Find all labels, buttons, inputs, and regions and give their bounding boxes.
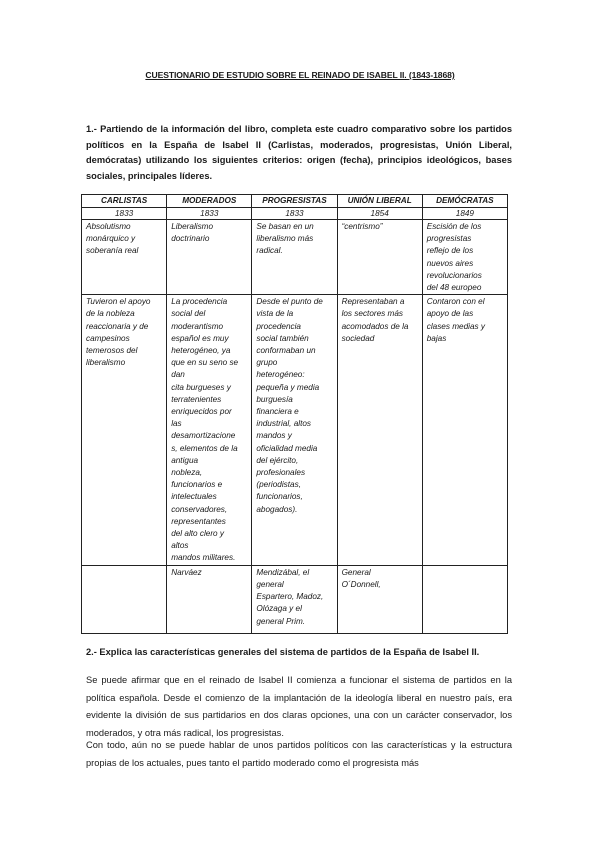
cell-text-line: social también bbox=[256, 333, 309, 343]
cell-text-line: Liberalismo bbox=[171, 222, 214, 231]
ideology-cell bbox=[252, 220, 337, 295]
cell-text-line: desamortizacione bbox=[171, 431, 236, 441]
cell-text-line: Desde el punto de bbox=[256, 297, 323, 307]
cell-text-line: español es muy bbox=[171, 333, 229, 343]
cell-text-line: reaccionaria y de bbox=[86, 321, 149, 331]
cell-text-line: funcionarios e bbox=[171, 480, 223, 490]
cell-text-line: burguesía bbox=[256, 394, 293, 404]
year-cell: 1833 bbox=[82, 208, 167, 220]
answer-paragraph: Se puede afirmar que en el reinado de Isabel II comienza a funcionar el sistema de partidos en la política española. Desde el comienzo de la implantación de la ideología liberal en nuestro país, era evidente la división de sus partidarios en dos claras opciones, una con un carácter conservador, los moderados, y otra más radical, los progresistas. bbox=[86, 675, 512, 738]
social-cell bbox=[82, 295, 167, 565]
cell-text-line: La procedencia bbox=[171, 297, 228, 307]
year-cell: 1849 bbox=[422, 208, 507, 220]
header-row bbox=[82, 195, 508, 208]
cell-text-line: progresistas bbox=[426, 234, 472, 244]
cell-text-line: s, elementos de la bbox=[171, 443, 238, 453]
cell-text-line: mandos militares. bbox=[171, 553, 236, 563]
cell-text-line: que en su seno se bbox=[171, 358, 239, 368]
header-carlistas: CARLISTAS bbox=[82, 195, 167, 208]
cell-text-line: dan bbox=[171, 370, 185, 380]
cell-text-line: altos bbox=[171, 541, 189, 551]
cell-text-line: General bbox=[341, 567, 371, 577]
cell-text-line: representantes bbox=[171, 516, 226, 526]
year-cell: 1833 bbox=[167, 208, 252, 220]
cell-text-line: doctrinario bbox=[171, 234, 210, 244]
cell-text-line: “centrismo” bbox=[341, 222, 383, 231]
cell-text-line: grupo bbox=[256, 358, 278, 368]
cell-text-line: oficialidad media bbox=[256, 443, 318, 453]
cell-text-line: intelectuales bbox=[171, 492, 217, 502]
header-union-liberal: UNIÓN LIBERAL bbox=[337, 195, 422, 208]
ideology-cell bbox=[422, 220, 507, 295]
year-cell: 1854 bbox=[337, 208, 422, 220]
cell-text-line: Mendizábal, el bbox=[256, 567, 310, 577]
cell-text-line: conformaban un bbox=[256, 346, 316, 356]
cell-text-line: general Prim. bbox=[256, 616, 306, 626]
leaders-cell bbox=[252, 565, 337, 633]
cell-text-line: liberalismo más bbox=[256, 234, 314, 244]
cell-text-line: bajas bbox=[426, 333, 447, 343]
cell-text-line: Narváez bbox=[171, 567, 202, 577]
comparison-table bbox=[81, 194, 508, 634]
cell-text-line: soberanía real bbox=[86, 246, 139, 256]
ideology-cell bbox=[337, 220, 422, 295]
leaders-cell bbox=[337, 565, 422, 633]
cell-text-line: Olózaga y el bbox=[256, 604, 302, 614]
question-2: 2.- Explica las características generales del sistema de partidos de la España de Isabel II. bbox=[86, 647, 480, 657]
header-progresistas: PROGRESISTAS bbox=[252, 195, 337, 208]
cell-text-line: acomodados de la bbox=[341, 321, 409, 331]
cell-text-line: industrial, altos bbox=[256, 419, 311, 429]
cell-text-line: vista de la bbox=[256, 309, 294, 319]
social-cell bbox=[167, 295, 252, 565]
cell-text-line: temerosos del bbox=[86, 346, 138, 356]
cell-text-line: financiera e bbox=[256, 407, 299, 417]
year-row bbox=[82, 208, 508, 220]
cell-text-line: conservadores, bbox=[171, 504, 228, 514]
cell-text-line: de la nobleza bbox=[86, 309, 135, 319]
ideology-cell bbox=[167, 220, 252, 295]
answer-paragraph: Con todo, aún no se puede hablar de unos partidos políticos con las características y la estructura propias de los actuales, pues tanto el partido moderado como el progresista más bbox=[86, 740, 512, 768]
header-democratas: DEMÓCRATAS bbox=[422, 195, 507, 208]
cell-text-line: Se basan en un bbox=[256, 222, 314, 231]
cell-text-line: revolucionarios bbox=[426, 270, 482, 280]
cell-text-line: antigua bbox=[171, 455, 199, 465]
cell-text-line: liberalismo bbox=[86, 358, 126, 368]
cell-text-line: funcionarios, bbox=[256, 492, 303, 502]
cell-text-line: monárquico y bbox=[86, 234, 136, 244]
question-1: 1.- Partiendo de la información del libro, completa este cuadro comparativo sobre los partidos políticos en la España de Isabel II (Carlistas, moderados, progresistas, Unión Liberal, demócratas) utilizando los siguientes criterios: origen (fecha), principios ideológicos, bases sociales, principales líderes. bbox=[86, 124, 512, 181]
cell-text-line: los sectores más bbox=[341, 309, 403, 319]
header-moderados: MODERADOS bbox=[167, 195, 252, 208]
cell-text-line: Tuvieron el apoyo bbox=[86, 297, 151, 307]
cell-text-line: apoyo de las bbox=[426, 309, 474, 319]
ideology-cell bbox=[82, 220, 167, 295]
cell-text-line: enriquecidos por bbox=[171, 407, 232, 417]
cell-text-line: (periodistas, bbox=[256, 480, 301, 490]
cell-text-line: general bbox=[256, 579, 284, 589]
leaders-cell bbox=[167, 565, 252, 633]
cell-text-line: procedencia bbox=[256, 321, 301, 331]
social-base-row bbox=[82, 295, 508, 565]
cell-text-line: Escisión de los bbox=[426, 222, 482, 231]
cell-text-line: nobleza, bbox=[171, 468, 203, 478]
social-cell bbox=[337, 295, 422, 565]
cell-text-line: Absolutismo bbox=[86, 222, 131, 231]
cell-text-line: Contaron con el bbox=[426, 297, 485, 307]
cell-text-line: del ejército, bbox=[256, 455, 299, 465]
cell-text-line: social del bbox=[171, 309, 206, 319]
cell-text-line: radical. bbox=[256, 246, 283, 256]
cell-text-line: Espartero, Madoz, bbox=[256, 592, 324, 602]
cell-text-line: campesinos bbox=[86, 333, 130, 343]
cell-text-line: Representaban a bbox=[341, 297, 405, 307]
cell-text-line: mandos y bbox=[256, 431, 292, 441]
cell-text-line: del alto clero y bbox=[171, 529, 224, 539]
leaders-cell bbox=[82, 565, 167, 633]
cell-text-line: del 48 europeo bbox=[426, 283, 482, 293]
cell-text-line: nuevos aires bbox=[426, 258, 474, 268]
cell-text-line: O´Donnell, bbox=[341, 579, 381, 589]
cell-text-line: moderantismo bbox=[171, 321, 224, 331]
document-title: CUESTIONARIO DE ESTUDIO SOBRE EL REINADO DE ISABEL II. (1843-1868) bbox=[145, 70, 455, 80]
cell-text-line: cita burgueses y bbox=[171, 382, 231, 392]
cell-text-line: las bbox=[171, 419, 182, 429]
cell-text-line: terratenientes bbox=[171, 394, 222, 404]
cell-text-line: profesionales bbox=[256, 468, 306, 478]
cell-text-line: heterogéneo, ya bbox=[171, 346, 231, 356]
social-cell bbox=[252, 295, 337, 565]
ideology-row bbox=[82, 220, 508, 295]
cell-text-line: pequeña y media bbox=[256, 382, 320, 392]
cell-text-line: abogados). bbox=[256, 504, 298, 514]
leaders-row bbox=[82, 565, 508, 633]
cell-text-line: heterogéneo: bbox=[256, 370, 305, 380]
cell-text-line: clases medias y bbox=[426, 321, 485, 331]
social-cell bbox=[422, 295, 507, 565]
year-cell: 1833 bbox=[252, 208, 337, 220]
cell-text-line: sociedad bbox=[341, 333, 375, 343]
leaders-cell bbox=[422, 565, 507, 633]
cell-text-line: reflejo de los bbox=[426, 246, 474, 256]
